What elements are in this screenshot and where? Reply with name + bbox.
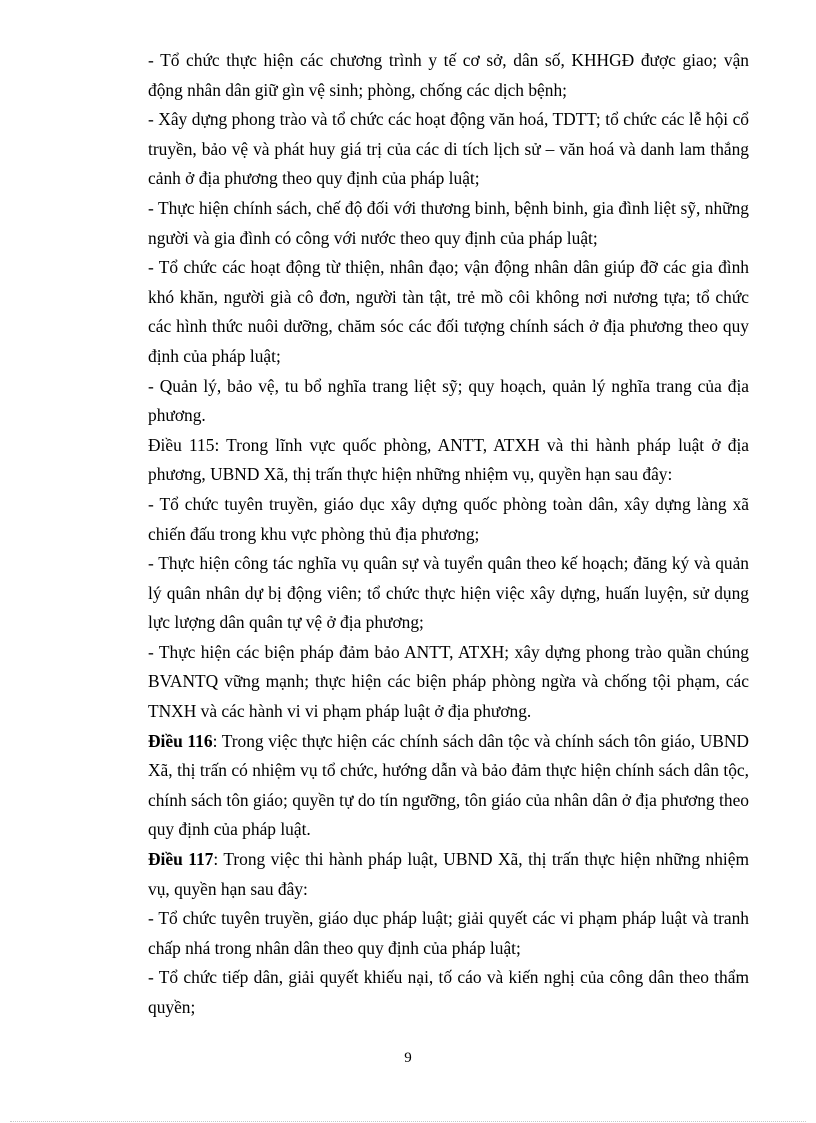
paragraph-9 <box>148 727 749 845</box>
paragraph-12-text: - Tổ chức tiếp dân, giải quyết khiếu nại, tố cáo và kiến nghị của công dân theo thẩm quyền; <box>148 967 749 1017</box>
page-bottom-border <box>10 1121 806 1122</box>
page-number: 9 <box>404 1050 412 1066</box>
paragraph-2-text: - Thực hiện chính sách, chế độ đối với thương binh, bệnh binh, gia đình liệt sỹ, những người và gia đình có công với nước theo quy định của pháp luật; <box>148 197 749 248</box>
paragraph-10-text: : Trong việc thi hành pháp luật, UBND Xã, thị trấn thực hiện những nhiệm vụ, quyền hạn sau đây: <box>148 849 749 899</box>
paragraph-12 <box>148 963 749 1022</box>
paragraph-7 <box>148 549 749 638</box>
paragraph-6-text: - Tổ chức tuyên truyền, giáo dục xây dựng quốc phòng toàn dân, xây dựng làng xã chiến đấu trong khu vực phòng thủ địa phương; <box>148 493 749 544</box>
paragraph-5 <box>148 431 749 490</box>
paragraph-3 <box>148 253 749 371</box>
paragraph-11-text: - Tổ chức tuyên truyền, giáo dục pháp luật; giải quyết các vi phạm pháp luật và tranh chấp nhá trong nhân dân theo quy định của pháp luật; <box>148 908 749 958</box>
paragraph-0 <box>148 46 749 105</box>
paragraph-6 <box>148 490 749 549</box>
paragraph-5-text: Điều 115: Trong lĩnh vực quốc phòng, ANTT, ATXH và thi hành pháp luật ở địa phương, UBND Xã, thị trấn thực hiện những nhiệm vụ, quyền hạn sau đây: <box>148 434 749 485</box>
paragraph-7-text: - Thực hiện công tác nghĩa vụ quân sự và tuyển quân theo kế hoạch; đăng ký và quản lý quân nhân dự bị động viên; tổ chức thực hiện việc xây dựng, huấn luyện, sử dụng lực lượng dân quân tự vệ ở địa phương; <box>148 553 749 633</box>
paragraph-9-text: : Trong việc thực hiện các chính sách dân tộc và chính sách tôn giáo, UBND Xã, thị trấn có nhiệm vụ tổ chức, hướng dẫn và bảo đảm thực hiện chính sách dân tộc, chính sách tôn giáo; quyền tự do tín ngưỡng, tôn giáo của nhân dân ở địa phương theo quy định của pháp luật. <box>148 730 749 840</box>
paragraph-9-heading: Điều 116 <box>148 730 213 751</box>
paragraph-1 <box>148 105 749 194</box>
paragraph-2 <box>148 194 749 253</box>
paragraph-4 <box>148 372 749 431</box>
paragraph-10 <box>148 845 749 904</box>
paragraph-0-text: - Tổ chức thực hiện các chương trình y tế cơ sở, dân số, KHHGĐ được giao; vận động nhân dân giữ gìn vệ sinh; phòng, chống các dịch bệnh; <box>148 50 749 100</box>
paragraph-4-text: - Quản lý, bảo vệ, tu bổ nghĩa trang liệt sỹ; quy hoạch, quản lý nghĩa trang của địa phương. <box>148 375 749 426</box>
paragraph-8 <box>148 638 749 727</box>
paragraph-1-text: - Xây dựng phong trào và tổ chức các hoạt động văn hoá, TDTT; tổ chức các lễ hội cổ truyền, bảo vệ và phát huy giá trị của các di tích lịch sử – văn hoá và danh lam thắng cảnh ở địa phương theo quy định của pháp luật; <box>148 109 749 189</box>
paragraph-10-heading: Điều 117 <box>148 849 214 870</box>
paragraph-11 <box>148 904 749 963</box>
paragraph-3-text: - Tổ chức các hoạt động từ thiện, nhân đạo; vận động nhân dân giúp đỡ các gia đình khó khăn, người già cô đơn, người tàn tật, trẻ mồ côi không nơi nương tựa; tổ chức các hình thức nuôi dưỡng, chăm sóc các đối tượng chính sách ở địa phương theo quy định của pháp luật; <box>148 257 749 366</box>
paragraph-8-text: - Thực hiện các biện pháp đảm bảo ANTT, ATXH; xây dựng phong trào quần chúng BVANTQ vững mạnh; thực hiện các biện pháp phòng ngừa và chống tội phạm, các TNXH và các hành vi vi phạm pháp luật ở địa phương. <box>148 641 749 722</box>
document-body <box>148 46 749 1023</box>
